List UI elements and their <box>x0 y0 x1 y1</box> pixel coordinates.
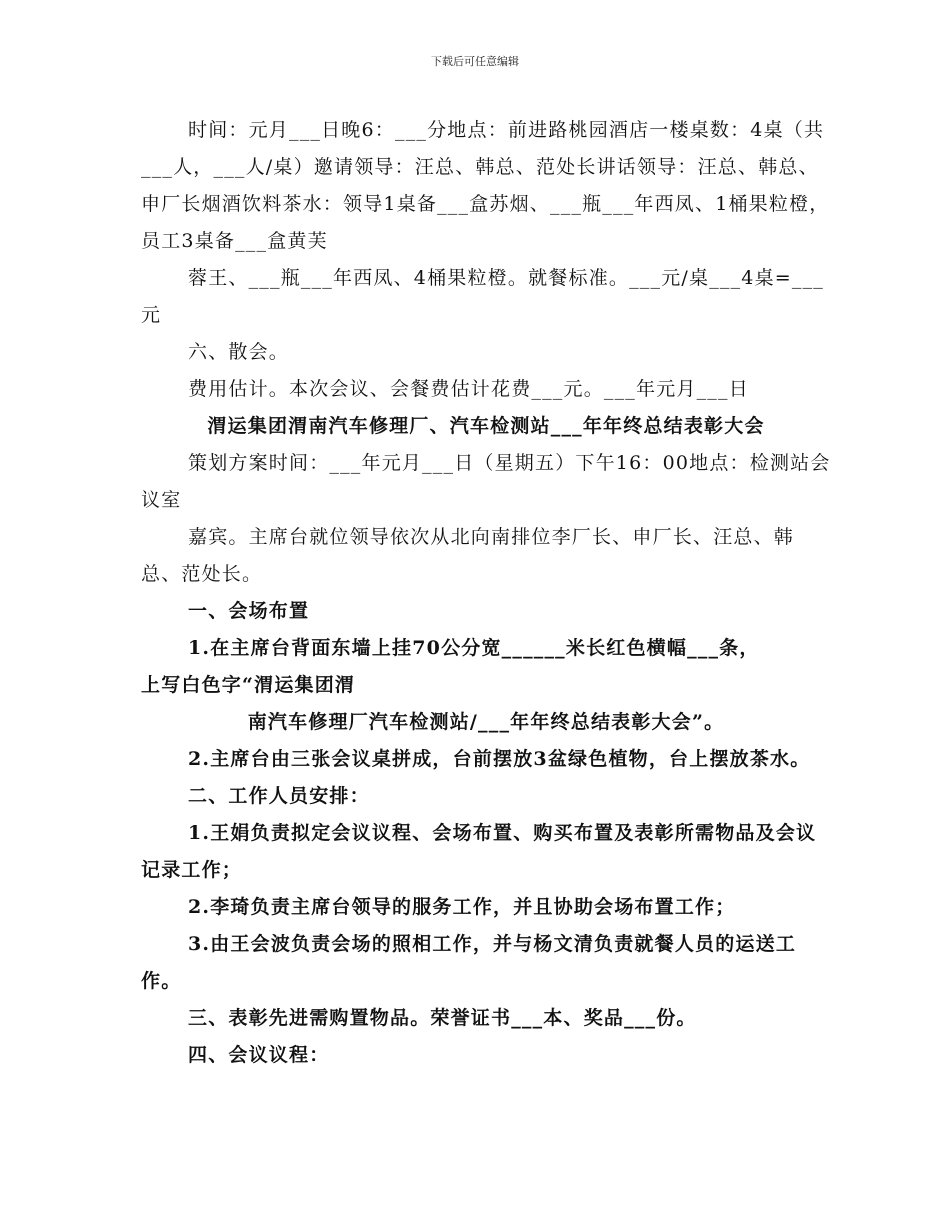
paragraph-podium: 2.主席台由三张会议桌拼成，台前摆放3盆绿色植物，台上摆放茶水。 <box>188 748 811 770</box>
paragraph-banner <box>141 630 831 741</box>
section-agenda: 四、会议议程： <box>188 1044 330 1066</box>
paragraph-staff-2: 2.李琦负责主席台领导的服务工作，并且协助会场布置工作； <box>188 896 736 918</box>
page-header: 下载后可任意编辑 <box>431 55 519 68</box>
paragraph-staff-1: 1.王娟负责拟定会议议程、会场布置、购买布置及表彰所需物品及会议记录工作； <box>141 822 817 881</box>
paragraph-time-location: 时间：元月___日晚6：___分地点：前进路桃园酒店一楼桌数：4桌（共___人，___人/桌）邀请领导：汪总、韩总、范处长讲话领导：汪总、韩总、申厂长烟酒饮料茶水：领导1桌备___盒苏烟、___瓶___年西凤、1桶果粒橙，员工3桌备___盒黄芙 <box>141 119 830 252</box>
section-staff: 二、工作人员安排： <box>188 785 370 807</box>
document-title: 渭运集团渭南汽车修理厂、汽车检测站___年年终总结表彰大会 <box>207 415 765 437</box>
paragraph-staff-3: 3.由王会波负责会场的照相工作，并与杨文清负责就餐人员的运送工作。 <box>141 933 797 992</box>
paragraph-dining-standard: 蓉王、___瓶___年西凤、4桶果粒橙。就餐标准。___元/桌___4桌=___元 <box>141 267 824 326</box>
section-awards: 三、表彰先进需购置物品。荣誉证书___本、奖品___份。 <box>188 1007 697 1029</box>
banner-line-3: 南汽车修理厂汽车检测站/___年年终总结表彰大会”。 <box>247 711 725 733</box>
banner-line-1: 1.在主席台背面东墙上挂70公分宽______米长红色横幅___条， <box>188 637 760 659</box>
paragraph-plan-time: 策划方案时间：___年元月___日（星期五）下午16：00地点：检测站会议室 <box>141 452 831 511</box>
banner-line-2: 上写白色字“渭运集团渭 <box>141 674 356 696</box>
document-body <box>141 112 831 1074</box>
paragraph-guests: 嘉宾。主席台就位领导依次从北向南排位李厂长、申厂长、汪总、韩总、范处长。 <box>141 526 795 585</box>
paragraph-cost-estimate: 费用估计。本次会议、会餐费估计花费___元。___年元月___日 <box>188 378 749 400</box>
section-venue-layout: 一、会场布置 <box>188 600 310 622</box>
section-adjourn: 六、散会。 <box>188 341 290 363</box>
